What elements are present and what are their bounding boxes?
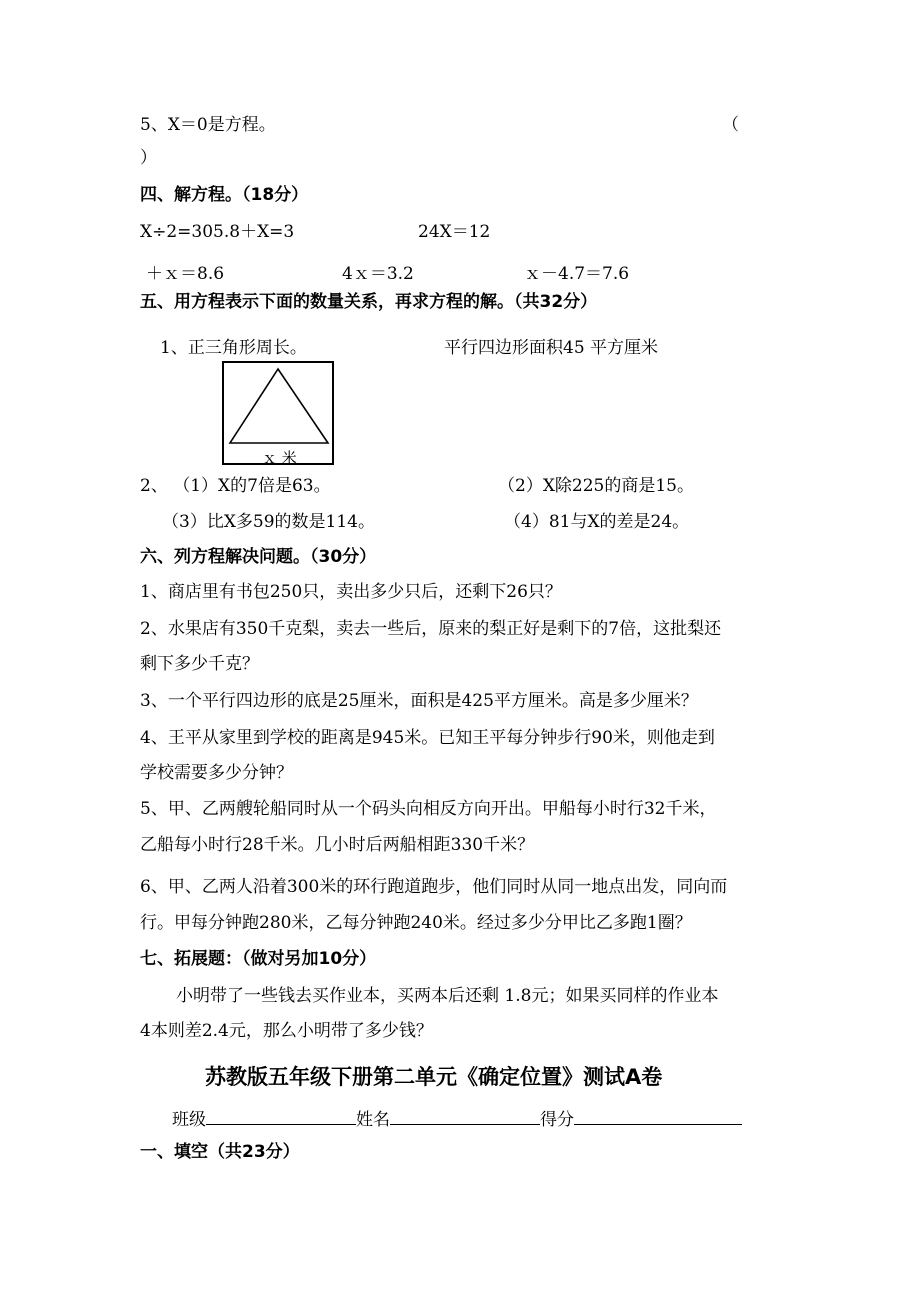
score-field[interactable] [574, 1108, 742, 1125]
section5-q2-1: 2、 （1）X的7倍是63。 [140, 476, 331, 496]
section6-line-2: 2、水果店有350千克梨，卖去一些后，原来的梨正好是剩下的7倍，这批梨还 [140, 619, 722, 639]
section5-q2-3: （3）比X多59的数是114。 [162, 512, 375, 532]
info-line [172, 1108, 742, 1129]
section5-q2-2: （2）X除225的商是15。 [498, 476, 694, 496]
section5-q1-left: 1、正三角形周长。 [160, 338, 307, 358]
section5-q1-right: 平行四边形面积45 平方厘米 [444, 338, 659, 358]
name-label: 姓名 [356, 1110, 390, 1130]
section5-q2-4: （4）81与X的差是24。 [504, 512, 690, 532]
section6-line-8: 乙船每小时行28千米。几小时后两船相距330千米？ [140, 835, 535, 855]
section7-line-1: 小明带了一些钱去买作业本，买两本后还剩 1.8元；如果买同样的作业本 [176, 986, 719, 1006]
section4-heading: 四、解方程。（18分） [140, 185, 309, 205]
class-label: 班级 [172, 1110, 206, 1130]
section6-line-1: 1、商店里有书包250只，卖出多少只后，还剩下26只？ [140, 582, 562, 602]
judge-q5-paren-open: （ [722, 115, 739, 135]
section5-heading: 五、用方程表示下面的数量关系，再求方程的解。（共32分） [140, 292, 598, 312]
section6-line-6: 学校需要多少分钟？ [140, 763, 293, 783]
section7-line-2: 4本则差2.4元，那么小明带了多少钱？ [140, 1021, 433, 1041]
section6-line-9: 6、甲、乙两人沿着300米的环行跑道跑步，他们同时从同一地点出发，同向而 [140, 877, 728, 897]
judge-q5: 5、X＝0是方程。 [140, 115, 276, 135]
section6-line-3: 剩下多少千克？ [140, 654, 259, 674]
class-field[interactable] [206, 1108, 356, 1125]
score-label: 得分 [540, 1110, 574, 1130]
judge-q5-paren-close: ） [140, 148, 157, 168]
equation-3: ＋ｘ＝8.6 [146, 264, 225, 284]
triangle-figure [222, 361, 334, 465]
equation-4: 4ｘ＝3.2 [342, 264, 414, 284]
section6-heading: 六、列方程解决问题。（30分） [140, 547, 377, 567]
test-b-section1-heading: 一、填空（共23分） [140, 1142, 300, 1162]
section6-line-10: 行。甲每分钟跑280米，乙每分钟跑240米。经过多少分甲比乙多跑1圈？ [140, 913, 692, 933]
section6-line-7: 5、甲、乙两艘轮船同时从一个码头向相反方向开出。甲船每小时行32千米， [140, 799, 717, 819]
test-title: 苏教版五年级下册第二单元《确定位置》测试A卷 [205, 1065, 663, 1089]
equation-2: 24X＝12 [418, 222, 491, 242]
equation-1: X÷2=305.8＋X=3 [140, 222, 295, 242]
equation-5: ｘ－4.7＝7.6 [524, 264, 630, 284]
section6-line-5: 4、王平从家里到学校的距离是945米。已知王平每分钟步行90米，则他走到 [140, 728, 715, 748]
section7-heading: 七、拓展题：（做对另加10分） [140, 949, 377, 969]
triangle-side-label: ｘ 米 [262, 449, 297, 467]
section6-line-4: 3、一个平行四边形的底是25厘米，面积是425平方厘米。高是多少厘米？ [140, 691, 698, 711]
name-field[interactable] [390, 1108, 540, 1125]
